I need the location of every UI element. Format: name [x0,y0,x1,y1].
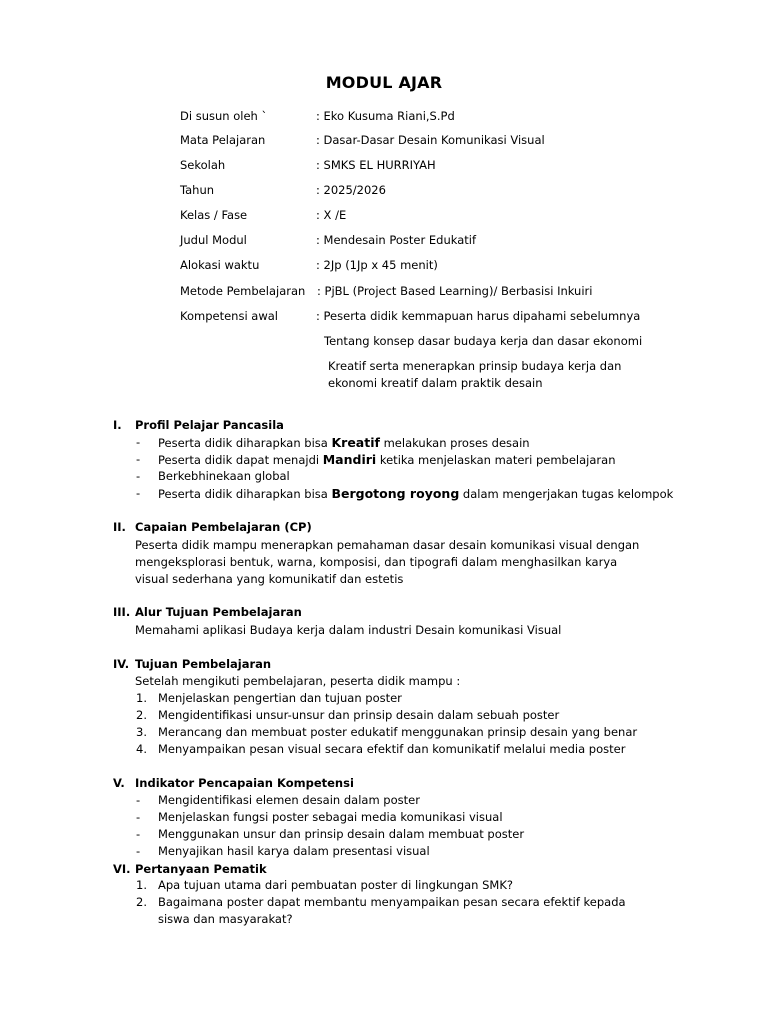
meta-label: Judul Modul [180,233,247,247]
section-number: III. [113,605,131,619]
item-number: 4. [136,742,147,756]
list-item-text: Menggunakan unsur dan prinsip desain dalam membuat poster [158,827,525,841]
dash-marker: - [136,844,141,858]
meta-continuation: Kreatif serta menerapkan prinsip budaya kerja dan [328,359,622,373]
section-number: IV. [113,657,130,671]
section-number: I. [113,418,122,432]
dash-marker: - [136,469,141,483]
meta-value: : SMKS EL HURRIYAH [316,158,436,172]
meta-value: : 2Jp (1Jp x 45 menit) [316,258,438,272]
item-number: 1. [136,691,147,705]
list-item-text: Berkebhinekaan global [158,469,290,483]
paragraph-line: Setelah mengikuti pembelajaran, peserta didik mampu : [135,674,461,688]
dash-marker: - [136,827,141,841]
meta-value: : Eko Kusuma Riani,S.Pd [316,109,455,123]
list-item-text: Menjelaskan fungsi poster sebagai media komunikasi visual [158,810,503,824]
section-number: II. [113,520,126,534]
meta-label: Mata Pelajaran [180,133,266,147]
meta-continuation: ekonomi kreatif dalam praktik desain [328,376,543,390]
meta-label: Kompetensi awal [180,309,278,323]
dash-marker: - [136,435,141,449]
meta-label: Metode Pembelajaran [180,284,306,298]
section-title: Alur Tujuan Pembelajaran [135,605,302,619]
meta-label: Sekolah [180,158,226,172]
section-number: VI. [113,862,131,876]
list-item-text: siswa dan masyarakat? [158,912,293,926]
list-item-text: Mengidentifikasi elemen desain dalam poster [158,793,420,807]
item-number: 3. [136,725,147,739]
paragraph-line: Memahami aplikasi Budaya kerja dalam industri Desain komunikasi Visual [135,623,562,637]
meta-continuation: Tentang konsep dasar budaya kerja dan dasar ekonomi [324,334,643,348]
list-item-text: Merancang dan membuat poster edukatif menggunakan prinsip desain yang benar [158,725,638,739]
meta-value: : Mendesain Poster Edukatif [316,233,477,247]
dash-marker: - [136,793,141,807]
list-item-text: Mengidentifikasi unsur-unsur dan prinsip desain dalam sebuah poster [158,708,560,722]
paragraph-line: visual sederhana yang komunikatif dan estetis [135,572,404,586]
item-number: 2. [136,708,147,722]
section-number: V. [113,776,125,790]
list-item-text: Peserta didik dapat menajdi Mandiri ketika menjelaskan materi pembelajaran [158,452,616,467]
section-title: Indikator Pencapaian Kompetensi [135,776,354,790]
list-item-text: Menyampaikan pesan visual secara efektif dan komunikatif melalui media poster [158,742,626,756]
paragraph-line: mengeksplorasi bentuk, warna, komposisi, dan tipografi dalam menghasilkan karya [135,555,618,569]
section-title: Profil Pelajar Pancasila [135,418,284,432]
meta-value: : Peserta didik kemmapuan harus dipahami sebelumnya [316,309,641,323]
meta-value: : 2025/2026 [316,183,386,197]
dash-marker: - [136,452,141,466]
meta-label: Tahun [180,183,215,197]
item-number: 2. [136,895,147,909]
meta-label: Di susun oleh ` [180,109,268,123]
meta-value: : PjBL (Project Based Learning)/ Berbasisi Inkuiri [317,284,593,298]
list-item-text: Menyajikan hasil karya dalam presentasi visual [158,844,430,858]
list-item-text: Menjelaskan pengertian dan tujuan poster [158,691,402,705]
meta-label: Kelas / Fase [180,208,248,222]
list-item-text: Peserta didik diharapkan bisa Bergotong royong dalam mengerjakan tugas kelompok [158,486,674,501]
list-item-text: Peserta didik diharapkan bisa Kreatif melakukan proses desain [158,435,530,450]
section-title: Pertanyaan Pematik [135,862,267,876]
meta-label: Alokasi waktu [180,258,260,272]
meta-value: : X /E [316,208,347,222]
section-title: Tujuan Pembelajaran [135,657,272,671]
dash-marker: - [136,810,141,824]
paragraph-line: Peserta didik mampu menerapkan pemahaman dasar desain komunikasi visual dengan [135,538,640,552]
meta-value: : Dasar-Dasar Desain Komunikasi Visual [316,133,545,147]
document-title: MODUL AJAR [325,73,443,92]
dash-marker: - [136,486,141,500]
list-item-text: Bagaimana poster dapat membantu menyampaikan pesan secara efektif kepada [158,895,626,909]
item-number: 1. [136,878,147,892]
section-title: Capaian Pembelajaran (CP) [135,520,312,534]
list-item-text: Apa tujuan utama dari pembuatan poster di lingkungan SMK? [158,878,513,892]
